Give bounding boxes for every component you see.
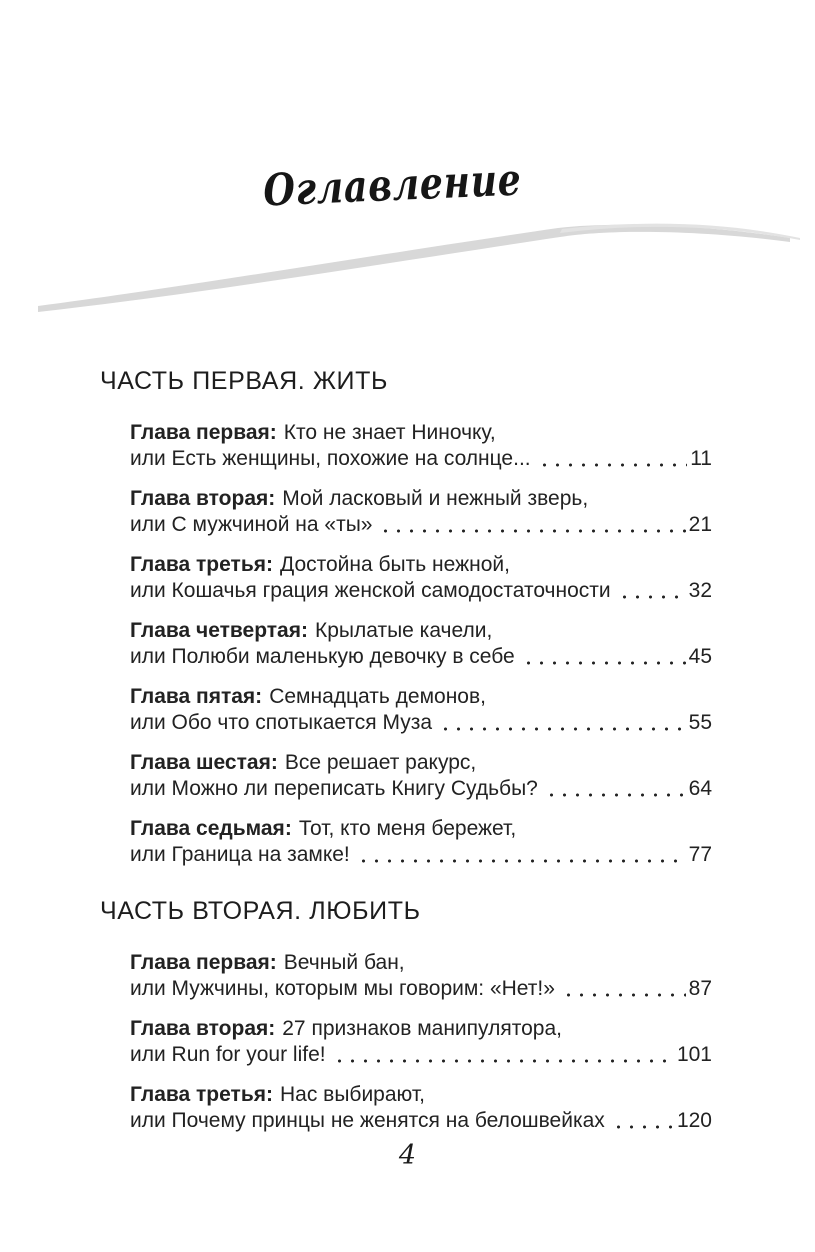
entry-title: Мой ласковый и нежный зверь, [282,487,589,510]
dot-leader [562,976,686,1002]
entry-page-number: 101 [676,1043,712,1066]
entry-label: Глава шестая: [130,751,278,774]
entry-page-number: 87 [688,977,712,1000]
entry-title: Семнадцать демонов, [269,685,486,708]
dot-leader [333,1042,674,1068]
toc-entry [130,552,712,604]
toc-entry [130,684,712,736]
folio-page-number: 4 [398,1140,417,1171]
entry-title: Нас выбирают, [279,1083,425,1106]
entry-title: Вечный бан, [283,951,405,974]
entry-page-number: 11 [690,447,712,470]
entry-label: Глава первая: [130,421,277,444]
toc-entry [130,618,712,670]
entry-label: Глава седьмая: [130,817,292,840]
entry-label: Глава пятая: [130,685,263,708]
entry-subtitle: или Можно ли переписать Книгу Судьбы? [130,777,538,800]
entry-page-number: 45 [688,645,712,668]
dot-leader [379,512,685,538]
entry-subtitle: или Есть женщины, похожие на солнце... [130,447,531,470]
dot-leader [522,644,686,670]
page-header [0,154,815,217]
toc-entry [130,816,712,868]
section-entries [130,420,712,868]
entry-subtitle: или С мужчиной на «ты» [130,513,373,536]
entry-page-number: 21 [688,513,712,536]
entry-subtitle: или Мужчины, которым мы говорим: «Нет!» [130,977,555,1000]
entry-subtitle: или Обо что спотыкается Муза [130,711,432,734]
toc-section-part-two [100,896,712,1134]
entry-subtitle: или Почему принцы не женятся на белошвейках [130,1109,605,1132]
toc-entry [130,950,712,1002]
entry-label: Глава третья: [130,553,273,576]
entry-subtitle: или Кошачья грация женской самодостаточности [130,579,611,602]
entry-page-number: 120 [676,1109,712,1132]
toc-section-part-one [100,366,712,868]
dot-leader [612,1108,674,1134]
entry-label: Глава первая: [130,951,277,974]
toc-entry [130,486,712,538]
toc-entry [130,420,712,472]
dot-leader [545,776,686,802]
page-title: Оглавление [262,154,523,217]
dot-leader [538,446,688,472]
section-entries [130,950,712,1134]
table-of-contents [100,366,712,1148]
toc-entry [130,1016,712,1068]
entry-subtitle: или Run for your life! [130,1043,326,1066]
entry-subtitle: или Граница на замке! [130,843,350,866]
section-heading: ЧАСТЬ ПЕРВАЯ. ЖИТЬ [100,367,388,395]
entry-title: Все решает ракурс, [284,751,477,774]
dot-leader [357,842,686,868]
entry-title: Кто не знает Ниночку, [283,421,496,444]
entry-label: Глава третья: [130,1083,273,1106]
entry-title: Крылатые качели, [314,619,493,642]
entry-page-number: 32 [688,579,712,602]
entry-page-number: 55 [688,711,712,734]
entry-page-number: 64 [688,777,712,800]
brush-swoosh-decoration [0,213,815,323]
dot-leader [439,710,686,736]
entry-subtitle: или Полюби маленькую девочку в себе [130,645,515,668]
entry-label: Глава вторая: [130,1017,276,1040]
toc-entry [130,750,712,802]
entry-title: Достойна быть нежной, [279,553,510,576]
entry-page-number: 77 [688,843,712,866]
section-heading: ЧАСТЬ ВТОРАЯ. ЛЮБИТЬ [100,897,421,925]
dot-leader [618,578,686,604]
entry-title: 27 признаков манипулятора, [282,1017,562,1040]
entry-label: Глава четвертая: [130,619,308,642]
entry-label: Глава вторая: [130,487,276,510]
entry-title: Тот, кто меня бережет, [298,817,517,840]
toc-entry [130,1082,712,1134]
